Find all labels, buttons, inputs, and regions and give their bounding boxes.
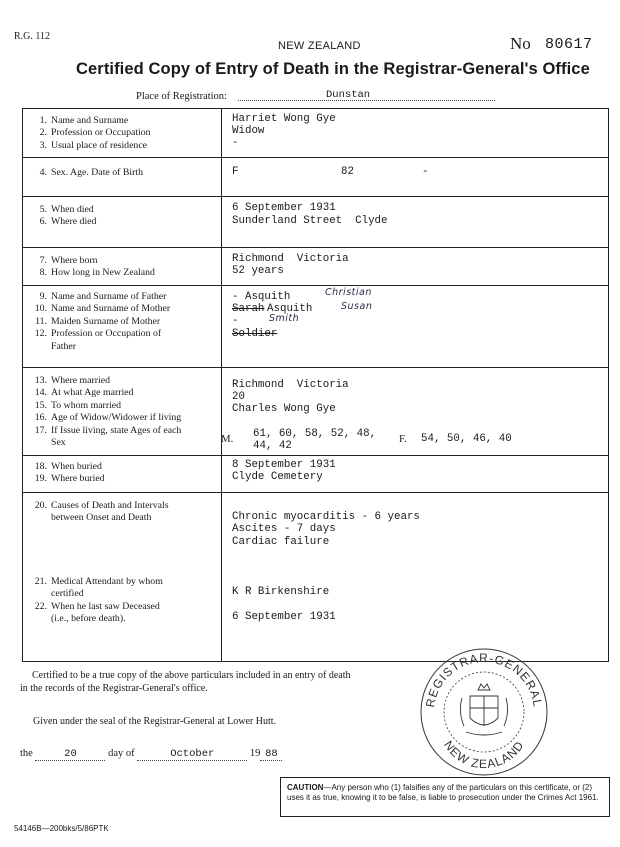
row-7-labels: 18. When buried 19. Where buried	[34, 461, 105, 485]
row-divider	[23, 157, 608, 158]
male-issue-ages: 61, 60, 58, 52, 48,	[253, 428, 377, 440]
seal-text-bottom: NEW ZEALAND	[441, 738, 527, 772]
certification-date-line	[20, 748, 282, 761]
day-value: 20	[35, 748, 105, 761]
age-value: 82	[341, 166, 354, 178]
row-8-labels-a: 20. Causes of Death and Intervals between Onset and Death	[34, 500, 169, 524]
column-divider	[221, 109, 222, 661]
last-seen-date: 6 September 1931	[232, 611, 336, 623]
residence: -	[232, 137, 239, 149]
number-prefix: No	[510, 34, 531, 53]
maiden-name-handwritten: Smith	[269, 313, 300, 324]
given-under-seal-statement: Given under the seal of the Registrar-General at Lower Hutt.	[33, 716, 277, 727]
medical-attendant: K R Birkenshire	[232, 586, 330, 598]
female-issue-label: F.	[399, 433, 407, 445]
male-issue-label: M.	[221, 433, 234, 445]
male-issue-ages-continued: 44, 42	[253, 440, 292, 452]
year-prefix: 19	[249, 748, 261, 759]
certification-statement: Certified to be a true copy of the above particulars included in an entry of death in the records of the Registrar-General's office.	[20, 670, 351, 694]
mother-name-handwritten: Susan	[341, 301, 373, 312]
form-code: R.G. 112	[14, 31, 51, 42]
certificate-number: 80617	[545, 36, 593, 53]
burial-place: Clyde Cemetery	[232, 471, 323, 483]
death-entry-table	[22, 108, 609, 662]
occupation: Widow	[232, 125, 265, 137]
date-of-death: 6 September 1931	[232, 202, 336, 214]
registrar-general-seal	[418, 646, 550, 778]
row-divider	[23, 196, 608, 197]
day-of-label: day of	[108, 748, 135, 759]
seal-text-top: REGISTRAR-GENERAL	[423, 651, 545, 709]
cause-of-death-3: Cardiac failure	[232, 536, 330, 548]
birthplace: Richmond Victoria	[232, 253, 349, 265]
cause-of-death-1: Chronic myocarditis - 6 years	[232, 511, 420, 523]
row-divider	[23, 285, 608, 286]
row-1-labels: 1. Name and Surname 2. Profession or Occupation 3. Usual place of residence	[39, 115, 151, 151]
mother-first-name-struck: Sarah	[232, 303, 265, 315]
spouse-name: Charles Wong Gye	[232, 403, 336, 415]
row-divider	[23, 247, 608, 248]
mother-maiden-name: -	[232, 315, 239, 327]
burial-date: 8 September 1931	[232, 459, 336, 471]
place-of-death: Sunderland Street Clyde	[232, 215, 388, 227]
sex-value: F	[232, 166, 239, 178]
marriage-age: 20	[232, 391, 245, 403]
father-name: - Asquith	[232, 291, 291, 303]
deceased-name: Harriet Wong Gye	[232, 113, 336, 125]
mother-surname: Asquith	[267, 303, 313, 315]
caution-notice	[280, 777, 610, 817]
row-divider	[23, 455, 608, 456]
row-8-labels-b: 21. Medical Attendant by whom certified 22. When he last saw Deceased (i.e., before death).	[34, 576, 163, 625]
years-in-new-zealand: 52 years	[232, 265, 284, 277]
caution-title: CAUTION	[287, 783, 324, 792]
marriage-place: Richmond Victoria	[232, 379, 349, 391]
place-of-registration-value: Dunstan	[326, 89, 371, 101]
father-occupation-struck: Soldier	[232, 328, 278, 340]
page-title: Certified Copy of Entry of Death in the Registrar-General's Office	[76, 60, 590, 78]
caution-text: —Any person who (1) falsifies any of the particulars on this certificate, or (2) uses it as true, knowing it to be false, is liable to prosecution under the Crimes Act 1961.	[287, 783, 599, 802]
coat-of-arms-icon	[460, 684, 507, 735]
row-4-labels: 7. Where born 8. How long in New Zealand	[39, 255, 155, 279]
place-of-registration-label: Place of Registration:	[136, 91, 227, 102]
date-the-label: the	[20, 748, 33, 759]
year-value: 88	[260, 748, 282, 761]
father-name-handwritten: Christian	[325, 287, 372, 298]
row-divider	[23, 492, 608, 493]
row-5-labels: 9. Name and Surname of Father 10. Name and Surname of Mother 11. Maiden Surname of Mother 12. Profession or Occupation of Father	[34, 291, 171, 352]
row-2-labels: 4. Sex. Age. Date of Birth	[39, 167, 143, 178]
print-code: 54146B—200bks/5/86PTK	[14, 824, 109, 833]
female-issue-ages: 54, 50, 46, 40	[421, 433, 512, 445]
date-of-birth-value: -	[422, 166, 429, 178]
month-value: October	[137, 748, 247, 761]
country-heading: NEW ZEALAND	[278, 40, 361, 52]
row-3-labels: 5. When died 6. Where died	[39, 204, 97, 228]
cause-of-death-2: Ascites - 7 days	[232, 523, 336, 535]
row-divider	[23, 367, 608, 368]
row-6-labels: 13. Where married 14. At what Age married 15. To whom married 16. Age of Widow/Widower if living 17. If Issue living, state Ages of each Sex	[34, 375, 182, 449]
